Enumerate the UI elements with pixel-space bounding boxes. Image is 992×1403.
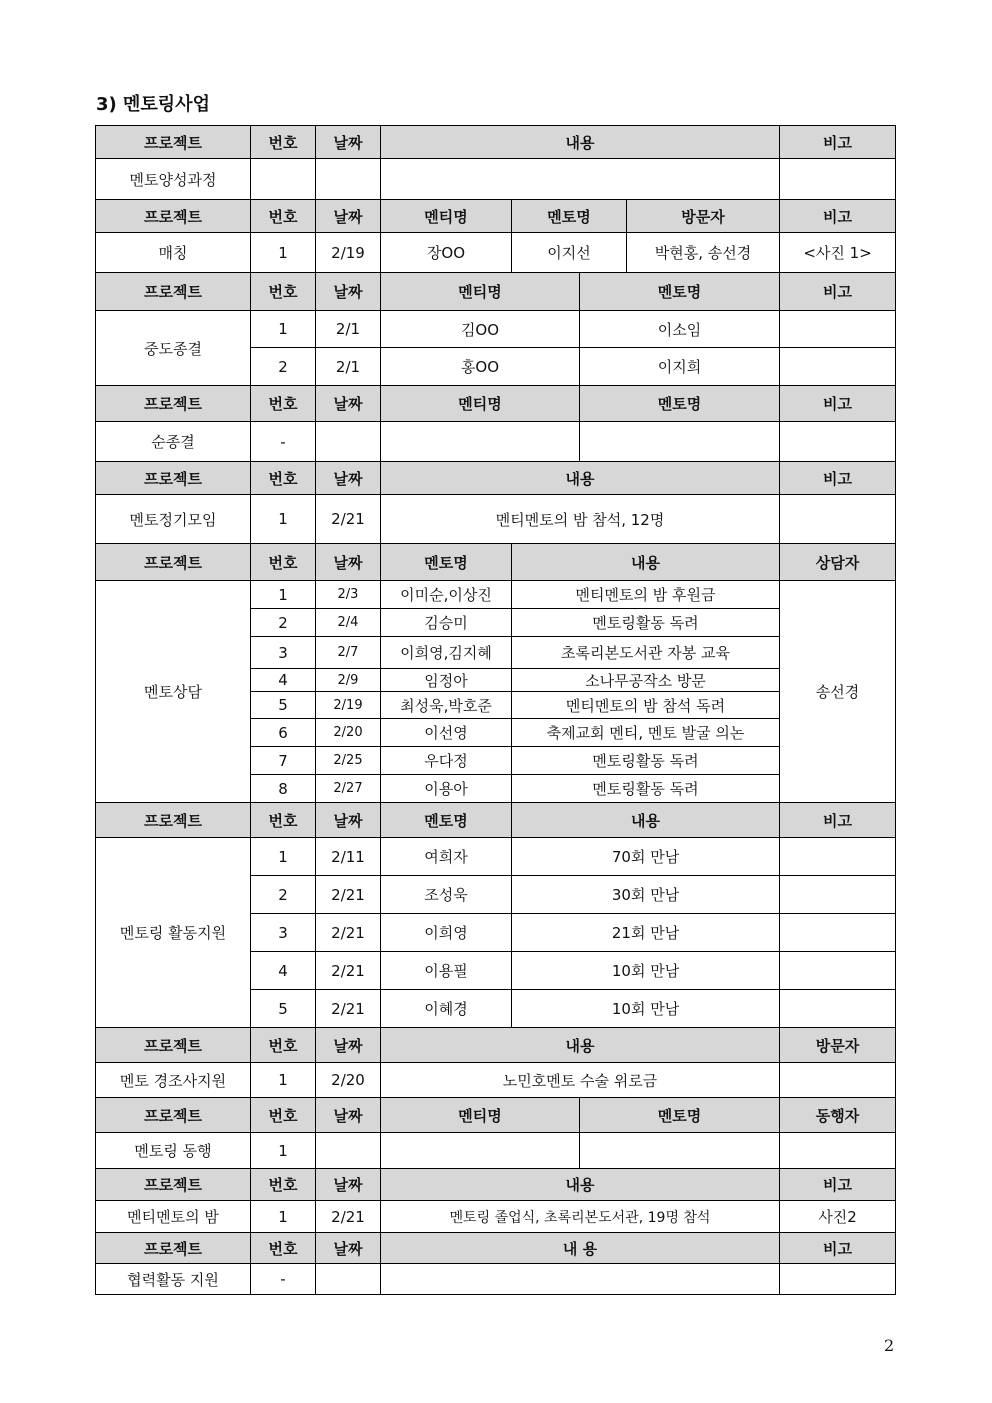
cell [381, 1264, 780, 1295]
cell: 이지선 [512, 233, 627, 273]
mentoring-table [95, 125, 896, 1295]
cell: 박현홍, 송선경 [627, 233, 780, 273]
cell: 1 [251, 1201, 316, 1233]
header-cell: 비고 [780, 1169, 896, 1201]
cell: 이지희 [580, 348, 780, 386]
header-cell: 번호 [251, 1028, 316, 1063]
project-cell: 순종결 [96, 422, 251, 462]
header-cell: 내용 [381, 1169, 780, 1201]
header-cell: 날짜 [316, 462, 381, 495]
cell: 멘티멘토의 밤 후원금 [512, 581, 780, 609]
header-row [96, 386, 896, 422]
cell: 김승미 [381, 609, 512, 637]
cell: 2/1 [316, 348, 381, 386]
header-cell: 동행자 [780, 1098, 896, 1133]
cell [780, 914, 896, 952]
table-row [96, 1201, 896, 1233]
cell: 1 [251, 311, 316, 348]
cell [316, 422, 381, 462]
header-row [96, 200, 896, 233]
table-row [96, 159, 896, 200]
project-cell: 멘토링 활동지원 [96, 838, 251, 1028]
cell: 2/21 [316, 495, 381, 544]
project-cell: 멘티멘토의 밤 [96, 1201, 251, 1233]
cell: 1 [251, 233, 316, 273]
table-row [96, 581, 896, 609]
page-number: 2 [884, 1336, 895, 1355]
cell [780, 495, 896, 544]
cell: 2 [251, 876, 316, 914]
cell: 최성욱,박호준 [381, 692, 512, 719]
cell [316, 159, 381, 200]
header-cell: 번호 [251, 386, 316, 422]
cell: 이미순,이상진 [381, 581, 512, 609]
date-cell: 2/19 [316, 692, 381, 719]
header-cell: 멘티명 [381, 1098, 580, 1133]
cell: 2/1 [316, 311, 381, 348]
cell: 축제교회 멘티, 멘토 발굴 의논 [512, 719, 780, 747]
cell: 3 [251, 637, 316, 669]
cell: 2/21 [316, 990, 381, 1028]
header-cell: 비고 [780, 1233, 896, 1264]
date-cell: 2/9 [316, 669, 381, 692]
cell [780, 990, 896, 1028]
table-row [96, 495, 896, 544]
date-cell: 2/27 [316, 775, 381, 803]
cell: 장OO [381, 233, 512, 273]
table-row [96, 1264, 896, 1295]
project-cell: 중도종결 [96, 311, 251, 386]
header-cell: 멘토명 [512, 200, 627, 233]
header-cell: 프로젝트 [96, 126, 251, 159]
header-row [96, 462, 896, 495]
cell: 이용아 [381, 775, 512, 803]
header-cell: 멘티명 [381, 200, 512, 233]
cell [580, 422, 780, 462]
cell: 1 [251, 495, 316, 544]
cell: 조성욱 [381, 876, 512, 914]
header-cell: 비고 [780, 273, 896, 311]
cell: 노민호멘토 수술 위로금 [381, 1063, 780, 1098]
header-cell: 날짜 [316, 803, 381, 838]
header-cell: 번호 [251, 803, 316, 838]
cell: 70회 만남 [512, 838, 780, 876]
cell: 8 [251, 775, 316, 803]
table-row [96, 1133, 896, 1169]
header-row [96, 544, 896, 581]
cell: 소나무공작소 방문 [512, 669, 780, 692]
cell [381, 422, 580, 462]
cell: 2/21 [316, 952, 381, 990]
header-cell: 비고 [780, 126, 896, 159]
cell: 멘티멘토의 밤 참석, 12명 [381, 495, 780, 544]
cell: 멘토링활동 독려 [512, 747, 780, 775]
cell [780, 838, 896, 876]
cell: 우다정 [381, 747, 512, 775]
table-row [96, 1063, 896, 1098]
date-cell: 2/4 [316, 609, 381, 637]
cell: 초록리본도서관 자봉 교육 [512, 637, 780, 669]
cell: 5 [251, 692, 316, 719]
header-cell: 번호 [251, 544, 316, 581]
cell: 3 [251, 914, 316, 952]
header-cell: 번호 [251, 273, 316, 311]
header-cell: 멘토명 [580, 386, 780, 422]
header-cell: 비고 [780, 386, 896, 422]
cell: 1 [251, 1063, 316, 1098]
header-cell: 번호 [251, 1233, 316, 1264]
header-cell: 멘티명 [381, 273, 580, 311]
cell: 여희자 [381, 838, 512, 876]
cell [780, 348, 896, 386]
cell: 4 [251, 669, 316, 692]
header-cell: 프로젝트 [96, 1098, 251, 1133]
header-cell: 번호 [251, 462, 316, 495]
cell: 임정아 [381, 669, 512, 692]
cell: 2/21 [316, 1201, 381, 1233]
cell: 10회 만남 [512, 952, 780, 990]
project-cell: 멘토양성과정 [96, 159, 251, 200]
header-cell: 방문자 [780, 1028, 896, 1063]
cell [780, 422, 896, 462]
cell: 멘토링활동 독려 [512, 609, 780, 637]
header-cell: 날짜 [316, 544, 381, 581]
project-cell: 멘토상담 [96, 581, 251, 803]
cell: 5 [251, 990, 316, 1028]
header-cell: 비고 [780, 803, 896, 838]
cell: 7 [251, 747, 316, 775]
cell: - [251, 1264, 316, 1295]
header-cell: 멘토명 [580, 273, 780, 311]
header-cell: 내 용 [381, 1233, 780, 1264]
cell: 사진2 [780, 1201, 896, 1233]
header-row [96, 803, 896, 838]
cell: 이희영,김지혜 [381, 637, 512, 669]
header-cell: 번호 [251, 1098, 316, 1133]
header-cell: 번호 [251, 1169, 316, 1201]
date-cell: 2/7 [316, 637, 381, 669]
cell [316, 1264, 381, 1295]
header-cell: 프로젝트 [96, 803, 251, 838]
header-cell: 번호 [251, 126, 316, 159]
cell: 홍OO [381, 348, 580, 386]
cell: 30회 만남 [512, 876, 780, 914]
header-cell: 프로젝트 [96, 1233, 251, 1264]
header-cell: 상담자 [780, 544, 896, 581]
table-row [96, 422, 896, 462]
header-cell: 날짜 [316, 273, 381, 311]
header-cell: 번호 [251, 200, 316, 233]
header-cell: 프로젝트 [96, 386, 251, 422]
header-cell: 날짜 [316, 1233, 381, 1264]
header-cell: 날짜 [316, 200, 381, 233]
cell: 이혜경 [381, 990, 512, 1028]
cell: <사진 1> [780, 233, 896, 273]
cell [316, 1133, 381, 1169]
cell: 1 [251, 581, 316, 609]
header-cell: 프로젝트 [96, 544, 251, 581]
header-cell: 멘토명 [381, 803, 512, 838]
project-cell: 멘토정기모임 [96, 495, 251, 544]
header-cell: 프로젝트 [96, 200, 251, 233]
cell: 1 [251, 838, 316, 876]
cell: 2/20 [316, 1063, 381, 1098]
header-cell: 멘토명 [580, 1098, 780, 1133]
cell: 2/21 [316, 914, 381, 952]
cell [381, 1133, 580, 1169]
counselor-cell: 송선경 [780, 581, 896, 803]
header-cell: 비고 [780, 200, 896, 233]
project-cell: 멘토링 동행 [96, 1133, 251, 1169]
cell: 멘티멘토의 밤 참석 독려 [512, 692, 780, 719]
header-cell: 방문자 [627, 200, 780, 233]
cell: 이소임 [580, 311, 780, 348]
cell: 2/19 [316, 233, 381, 273]
cell: 21회 만남 [512, 914, 780, 952]
cell: 멘토링활동 독려 [512, 775, 780, 803]
project-cell: 매칭 [96, 233, 251, 273]
cell: 2 [251, 609, 316, 637]
header-row [96, 1233, 896, 1264]
header-cell: 날짜 [316, 126, 381, 159]
header-cell: 내용 [381, 462, 780, 495]
header-cell: 멘티명 [381, 386, 580, 422]
cell [381, 159, 780, 200]
header-row [96, 273, 896, 311]
header-cell: 내용 [512, 544, 780, 581]
cell [780, 952, 896, 990]
header-cell: 내용 [512, 803, 780, 838]
cell [780, 1133, 896, 1169]
cell: 4 [251, 952, 316, 990]
header-cell: 프로젝트 [96, 1028, 251, 1063]
header-cell: 날짜 [316, 1028, 381, 1063]
cell [780, 159, 896, 200]
table-row [96, 838, 896, 876]
cell: 이용필 [381, 952, 512, 990]
cell [780, 1063, 896, 1098]
header-row [96, 1169, 896, 1201]
header-cell: 날짜 [316, 386, 381, 422]
cell: 멘토링 졸업식, 초록리본도서관, 19명 참석 [381, 1201, 780, 1233]
date-cell: 2/20 [316, 719, 381, 747]
cell: 이선영 [381, 719, 512, 747]
cell [780, 311, 896, 348]
cell: 1 [251, 1133, 316, 1169]
header-row [96, 1028, 896, 1063]
table-row [96, 233, 896, 273]
header-cell: 멘토명 [381, 544, 512, 581]
header-cell: 프로젝트 [96, 462, 251, 495]
header-cell: 비고 [780, 462, 896, 495]
date-cell: 2/3 [316, 581, 381, 609]
header-row [96, 126, 896, 159]
cell: 김OO [381, 311, 580, 348]
header-row [96, 1098, 896, 1133]
cell [580, 1133, 780, 1169]
cell: 2/21 [316, 876, 381, 914]
cell: 6 [251, 719, 316, 747]
section-heading: 3) 멘토링사업 [96, 94, 210, 115]
header-cell: 날짜 [316, 1098, 381, 1133]
header-cell: 내용 [381, 126, 780, 159]
header-cell: 프로젝트 [96, 1169, 251, 1201]
project-cell: 멘토 경조사지원 [96, 1063, 251, 1098]
date-cell: 2/25 [316, 747, 381, 775]
cell: 10회 만남 [512, 990, 780, 1028]
cell: 이희영 [381, 914, 512, 952]
cell: - [251, 422, 316, 462]
cell: 2/11 [316, 838, 381, 876]
cell [780, 1264, 896, 1295]
header-cell: 날짜 [316, 1169, 381, 1201]
cell [251, 159, 316, 200]
cell [780, 876, 896, 914]
header-cell: 프로젝트 [96, 273, 251, 311]
table-row [96, 311, 896, 348]
header-cell: 내용 [381, 1028, 780, 1063]
project-cell: 협력활동 지원 [96, 1264, 251, 1295]
cell: 2 [251, 348, 316, 386]
